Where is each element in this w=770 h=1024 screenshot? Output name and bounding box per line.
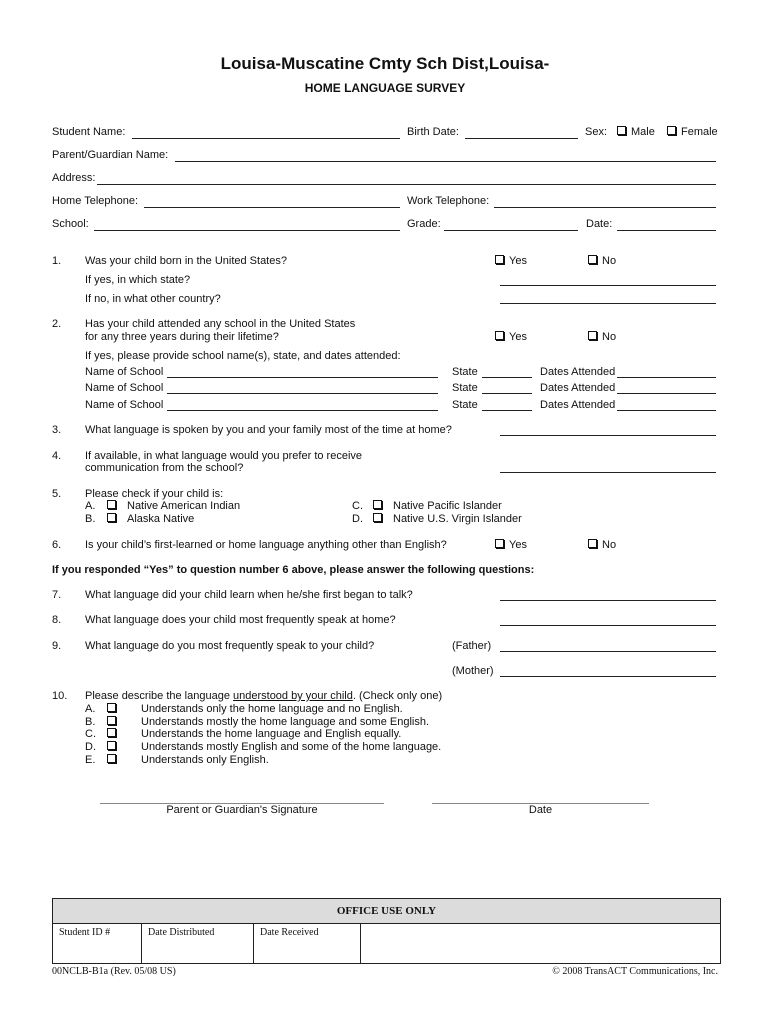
q5-a-letter: A. — [85, 500, 96, 512]
q5-c-checkbox[interactable] — [373, 500, 382, 509]
q5-d-label: Native U.S. Virgin Islander — [393, 513, 522, 525]
birth-date-field[interactable] — [465, 138, 578, 139]
q2-dates2-field[interactable] — [617, 393, 716, 394]
q4-line1: If available, in what language would you prefer to receive — [85, 450, 363, 462]
home-telephone-field[interactable] — [144, 207, 400, 208]
q9-text: What language do you most frequently speak to your child? — [85, 640, 375, 652]
q2-number: 2. — [52, 318, 62, 330]
q8-number: 8. — [52, 614, 62, 626]
q10-e-letter: E. — [85, 754, 96, 766]
q2-school1-label: Name of School — [85, 366, 164, 378]
q10-a-option[interactable] — [107, 703, 403, 715]
q2-state1-field[interactable] — [482, 377, 532, 378]
q10-text-underlined: understood by your child — [233, 690, 353, 702]
birth-date-label: Birth Date: — [407, 126, 459, 138]
q2-line1: Has your child attended any school in the United States — [85, 318, 356, 330]
q1-yes-checkbox[interactable] — [495, 255, 504, 264]
q5-a-option[interactable] — [107, 500, 240, 512]
female-label: Female — [681, 126, 718, 138]
date-field[interactable] — [617, 230, 716, 231]
q5-a-checkbox[interactable] — [107, 500, 116, 509]
q1-no-option[interactable] — [588, 255, 616, 267]
address-field[interactable] — [97, 184, 716, 185]
q7-answer-field[interactable] — [500, 600, 716, 601]
q2-yes-option[interactable] — [495, 331, 527, 343]
q6-yes-checkbox[interactable] — [495, 539, 504, 548]
male-checkbox[interactable] — [617, 126, 626, 135]
form-code: 00NCLB-B1a (Rev. 05/08 US) — [52, 966, 176, 977]
q10-d-checkbox[interactable] — [107, 741, 116, 750]
q9-mother-field[interactable] — [500, 676, 716, 677]
q10-text-post: . (Check only one) — [352, 690, 443, 702]
q10-number: 10. — [52, 690, 68, 702]
q5-b-letter: B. — [85, 513, 96, 525]
q1-number: 1. — [52, 255, 62, 267]
q2-dates3-label: Dates Attended — [540, 399, 616, 411]
q1-sub2: If no, in what other country? — [85, 293, 221, 305]
copyright: © 2008 TransACT Communications, Inc. — [552, 966, 718, 977]
q1-yes-option[interactable] — [495, 255, 527, 267]
q1-no-checkbox[interactable] — [588, 255, 597, 264]
q10-b-option[interactable] — [107, 716, 429, 728]
q5-c-label: Native Pacific Islander — [393, 500, 502, 512]
office-blank-cell[interactable] — [361, 924, 720, 963]
q2-school2-field[interactable] — [167, 393, 438, 394]
q5-c-option[interactable] — [373, 500, 502, 512]
q5-d-letter: D. — [352, 513, 363, 525]
q5-d-option[interactable] — [373, 513, 522, 525]
q6-no-checkbox[interactable] — [588, 539, 597, 548]
q6-no-label: No — [602, 539, 617, 551]
q2-state1-label: State — [452, 366, 478, 378]
q10-c-checkbox[interactable] — [107, 728, 116, 737]
q6-number: 6. — [52, 539, 62, 551]
q1-text: Was your child born in the United States? — [85, 255, 287, 267]
female-option[interactable] — [667, 126, 718, 138]
q10-c-letter: C. — [85, 728, 96, 740]
page-subtitle: HOME LANGUAGE SURVEY — [304, 81, 466, 95]
q3-answer-field[interactable] — [500, 435, 716, 436]
followup-instruction: If you responded “Yes” to question number 6 above, please answer the following questions: — [52, 564, 535, 576]
q2-sub: If yes, please provide school name(s), state, and dates attended: — [85, 350, 401, 362]
female-checkbox[interactable] — [667, 126, 676, 135]
q2-school1-field[interactable] — [167, 377, 438, 378]
q10-c-label: Understands the home language and English equally. — [141, 728, 402, 740]
q10-a-letter: A. — [85, 703, 96, 715]
q10-text-pre: Please describe the language — [85, 690, 233, 702]
date-label: Date: — [586, 218, 613, 230]
school-field[interactable] — [94, 230, 400, 231]
q2-dates1-field[interactable] — [617, 377, 716, 378]
q6-text: Is your child’s first-learned or home language anything other than English? — [85, 539, 447, 551]
q3-number: 3. — [52, 424, 62, 436]
q10-b-checkbox[interactable] — [107, 716, 116, 725]
page-title: Louisa-Muscatine Cmty Sch Dist,Louisa- — [220, 54, 550, 73]
q2-state2-label: State — [452, 382, 478, 394]
date-received-cell[interactable]: Date Received — [254, 924, 361, 963]
q2-dates1-label: Dates Attended — [540, 366, 616, 378]
q2-school3-field[interactable] — [167, 410, 438, 411]
q7-text: What language did your child learn when he/she first began to talk? — [85, 589, 413, 601]
q1-sub1: If yes, in which state? — [85, 274, 191, 286]
q9-father-field[interactable] — [500, 651, 716, 652]
school-label: School: — [52, 218, 89, 230]
q10-b-label: Understands mostly the home language and some English. — [141, 716, 430, 728]
q4-answer-field[interactable] — [500, 472, 716, 473]
q10-a-label: Understands only the home language and no English. — [141, 703, 403, 715]
q5-b-checkbox[interactable] — [107, 513, 116, 522]
signature-date-label: Date — [528, 804, 553, 816]
q2-yes-label: Yes — [509, 331, 527, 343]
q10-a-checkbox[interactable] — [107, 703, 116, 712]
q2-yes-checkbox[interactable] — [495, 331, 504, 340]
q10-e-label: Understands only English. — [141, 754, 269, 766]
q5-c-letter: C. — [352, 500, 363, 512]
q10-c-option[interactable] — [107, 728, 401, 740]
student-name-field[interactable] — [132, 138, 400, 139]
q10-e-checkbox[interactable] — [107, 754, 116, 763]
grade-field[interactable] — [444, 230, 578, 231]
q6-yes-label: Yes — [509, 539, 527, 551]
q6-yes-option[interactable] — [495, 539, 527, 551]
q5-number: 5. — [52, 488, 62, 500]
q10-e-option[interactable] — [107, 754, 269, 766]
date-distributed-cell[interactable]: Date Distributed — [142, 924, 254, 963]
address-label: Address: — [52, 172, 96, 184]
q2-state2-field[interactable] — [482, 393, 532, 394]
parent-name-field[interactable] — [175, 161, 716, 162]
q10-text — [85, 690, 442, 702]
q2-state3-label: State — [452, 399, 478, 411]
q2-dates3-field[interactable] — [617, 410, 716, 411]
q9-number: 9. — [52, 640, 62, 652]
q9-father-label: (Father) — [452, 640, 492, 652]
grade-label: Grade: — [407, 218, 441, 230]
q2-school3-label: Name of School — [85, 399, 164, 411]
sex-label: Sex: — [585, 126, 608, 138]
q4-number: 4. — [52, 450, 62, 462]
q1-no-label: No — [602, 255, 617, 267]
q5-text: Please check if your child is: — [85, 488, 224, 500]
q2-no-option[interactable] — [588, 331, 616, 343]
q1-country-field[interactable] — [500, 303, 716, 304]
office-use-table — [52, 898, 721, 964]
q5-b-label: Alaska Native — [127, 513, 195, 525]
q3-text: What language is spoken by you and your family most of the time at home? — [85, 424, 452, 436]
q2-no-checkbox[interactable] — [588, 331, 597, 340]
q1-state-field[interactable] — [500, 285, 716, 286]
student-id-cell[interactable]: Student ID # — [53, 924, 142, 963]
male-option[interactable] — [617, 126, 655, 138]
q8-text: What language does your child most frequently speak at home? — [85, 614, 396, 626]
q5-b-option[interactable] — [107, 513, 194, 525]
q2-no-label: No — [602, 331, 617, 343]
work-telephone-label: Work Telephone: — [407, 195, 490, 207]
q10-d-letter: D. — [85, 741, 96, 753]
q10-d-option[interactable] — [107, 741, 441, 753]
q5-a-label: Native American Indian — [127, 500, 241, 512]
q2-state3-field[interactable] — [482, 410, 532, 411]
q5-d-checkbox[interactable] — [373, 513, 382, 522]
office-use-title: OFFICE USE ONLY — [53, 899, 720, 924]
q2-school2-label: Name of School — [85, 382, 164, 394]
q4-line2: communication from the school? — [85, 462, 244, 474]
parent-name-label: Parent/Guardian Name: — [52, 149, 169, 161]
home-telephone-label: Home Telephone: — [52, 195, 139, 207]
q8-answer-field[interactable] — [500, 625, 716, 626]
q2-dates2-label: Dates Attended — [540, 382, 616, 394]
q2-line2: for any three years during their lifetime? — [85, 331, 279, 343]
male-label: Male — [631, 126, 655, 138]
q10-b-letter: B. — [85, 716, 96, 728]
q9-mother-label: (Mother) — [452, 665, 494, 677]
signature-label: Parent or Guardian's Signature — [166, 804, 318, 816]
q6-no-option[interactable] — [588, 539, 616, 551]
work-telephone-field[interactable] — [494, 207, 716, 208]
student-name-label: Student Name: — [52, 126, 126, 138]
q7-number: 7. — [52, 589, 62, 601]
q1-yes-label: Yes — [509, 255, 527, 267]
q10-d-label: Understands mostly English and some of the home language. — [141, 741, 442, 753]
